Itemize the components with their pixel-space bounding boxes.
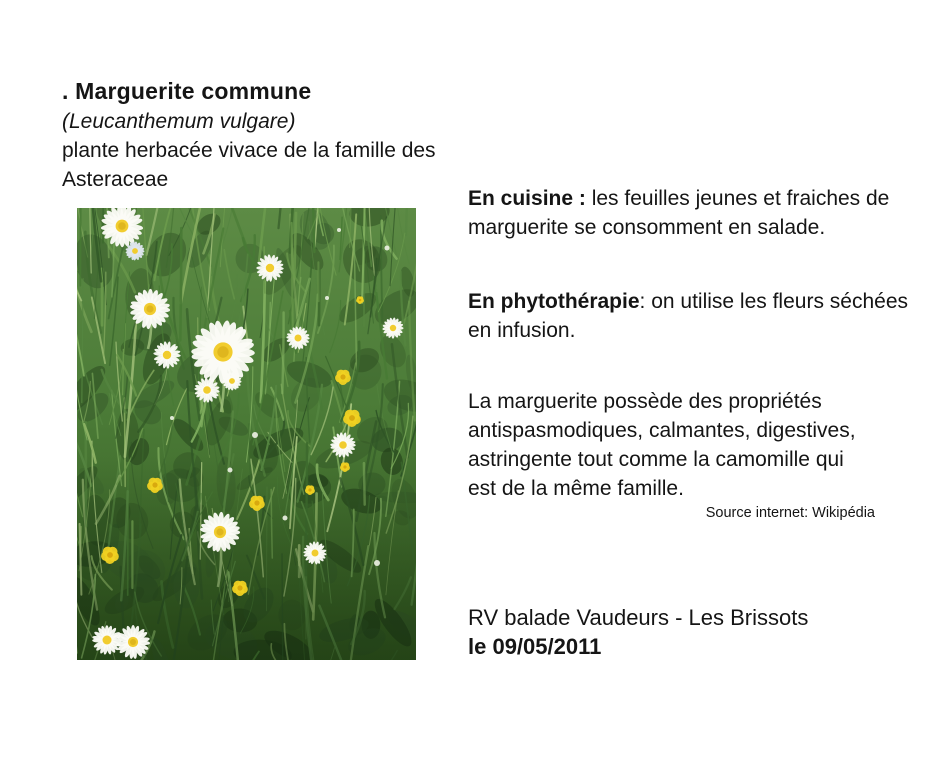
paragraph-phytotherapie: [468, 287, 920, 345]
latin-name: (Leucanthemum vulgare): [62, 110, 296, 133]
cuisine-text: les feuilles jeunes et fraiches de marguerite se consomment en salade.: [468, 187, 890, 239]
paragraph-proprietes: [468, 387, 858, 503]
footer-date-line: le 09/05/2011: [468, 634, 602, 659]
header-block: [62, 76, 462, 194]
footer-event-line: RV balade Vaudeurs - Les Brissots: [468, 605, 809, 630]
paragraph-cuisine: [468, 184, 913, 242]
plant-description: plante herbacée vivace de la famille des Asteraceae: [62, 139, 436, 191]
cuisine-label: En cuisine :: [468, 187, 586, 210]
phyto-text: : on utilise les fleurs séchées en infusion.: [468, 290, 908, 342]
daisy-meadow-photo: [77, 208, 416, 660]
props-text: La marguerite possède des propriétés antispasmodiques, calmantes, digestives, astringente tout comme la camomille qui est de la même famille.: [468, 390, 856, 500]
daisy-meadow-illustration: [77, 208, 416, 660]
source-note: Source internet: Wikipédia: [705, 505, 875, 521]
phyto-label: En phytothérapie: [468, 290, 640, 313]
page-title: . Marguerite commune: [62, 78, 312, 104]
